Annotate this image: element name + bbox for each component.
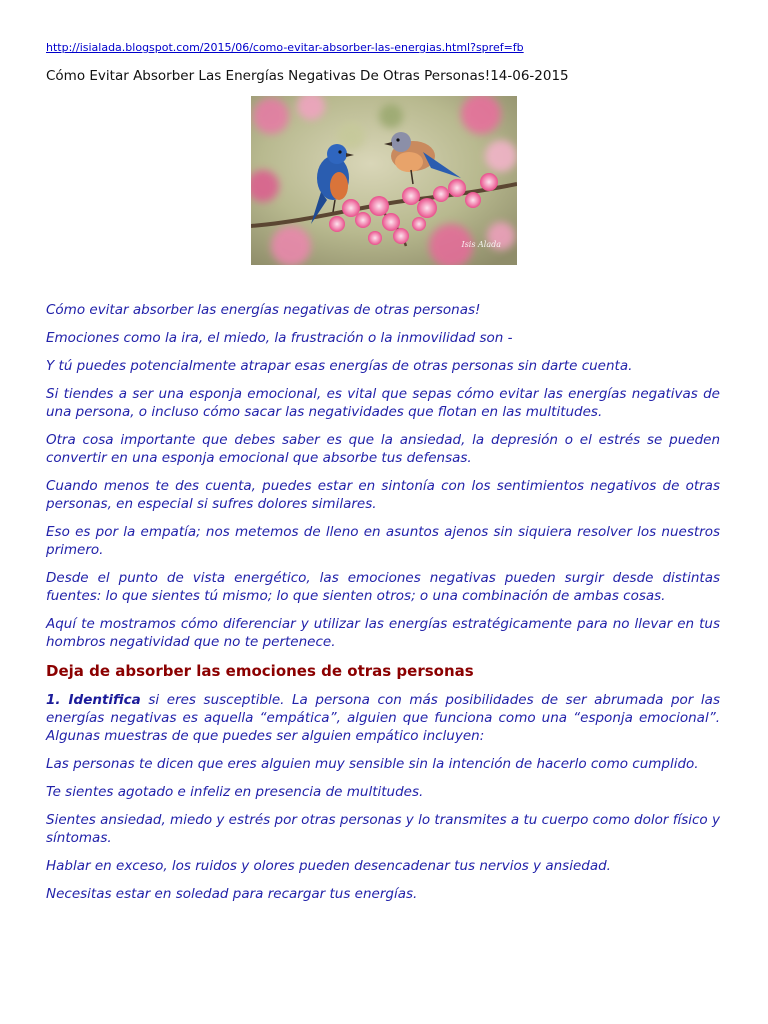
article-body bbox=[46, 301, 720, 903]
paragraph: Aquí te mostramos cómo diferenciar y utilizar las energías estratégicamente para no llevar en tus hombros negatividad que no te pertenece. bbox=[46, 616, 720, 650]
paragraph: Eso es por la empatía; nos metemos de lleno en asuntos ajenos sin siquiera resolver los nuestros primero. bbox=[46, 524, 720, 558]
paragraph: Emociones como la ira, el miedo, la frustración o la inmovilidad son - bbox=[46, 330, 513, 346]
paragraph: Cómo evitar absorber las energías negativas de otras personas! bbox=[46, 302, 481, 318]
bluebirds-blossom-photo bbox=[251, 96, 517, 265]
paragraph: Otra cosa importante que debes saber es que la ansiedad, la depresión o el estrés se pueden convertir en una esponja emocional que absorbe tus defensas. bbox=[46, 432, 720, 466]
sign-item: Te sientes agotado e infeliz en presencia de multitudes. bbox=[46, 784, 424, 800]
section-heading: Deja de absorber las emociones de otras personas bbox=[46, 662, 474, 680]
document-page bbox=[46, 40, 720, 913]
numbered-item-1 bbox=[46, 691, 720, 745]
paragraph: Y tú puedes potencialmente atrapar esas energías de otras personas sin darte cuenta. bbox=[46, 358, 633, 374]
sign-item: Necesitas estar en soledad para recargar tus energías. bbox=[46, 886, 418, 902]
paragraph: Desde el punto de vista energético, las emociones negativas pueden surgir desde distintas fuentes: lo que sientes tú mismo; lo que sienten otros; o una combinación de ambas cosas. bbox=[46, 570, 720, 604]
sign-item: Hablar en exceso, los ruidos y olores pueden desencadenar tus nervios y ansiedad. bbox=[46, 858, 611, 874]
source-url-link[interactable]: http://isialada.blogspot.com/2015/06/como-evitar-absorber-las-energias.html?spref=fb bbox=[46, 41, 524, 54]
paragraph: Cuando menos te des cuenta, puedes estar en sintonía con los sentimientos negativos de otras personas, en especial si sufres dolores similares. bbox=[46, 478, 720, 512]
item-lead: 1. Identifica bbox=[46, 692, 141, 708]
document-title: Cómo Evitar Absorber Las Energías Negativas De Otras Personas!14-06-2015 bbox=[46, 68, 569, 84]
item-text: si eres susceptible. La persona con más posibilidades de ser abrumada por las energías negativas es aquella “empática”, alguien que funciona como una “esponja emocional”. Algunas muestras de que puedes ser alguien empático incluyen: bbox=[46, 692, 720, 744]
sign-item: Las personas te dicen que eres alguien muy sensible sin la intención de hacerlo como cumplido. bbox=[46, 756, 699, 772]
paragraph: Si tiendes a ser una esponja emocional, es vital que sepas cómo evitar las energías negativas de una persona, o incluso cómo sacar las negatividades que flotan en las multitudes. bbox=[46, 386, 720, 420]
sign-item: Sientes ansiedad, miedo y estrés por otras personas y lo transmites a tu cuerpo como dolor físico y síntomas. bbox=[46, 812, 720, 846]
photo-signature-watermark: Isis Alada bbox=[461, 240, 501, 249]
